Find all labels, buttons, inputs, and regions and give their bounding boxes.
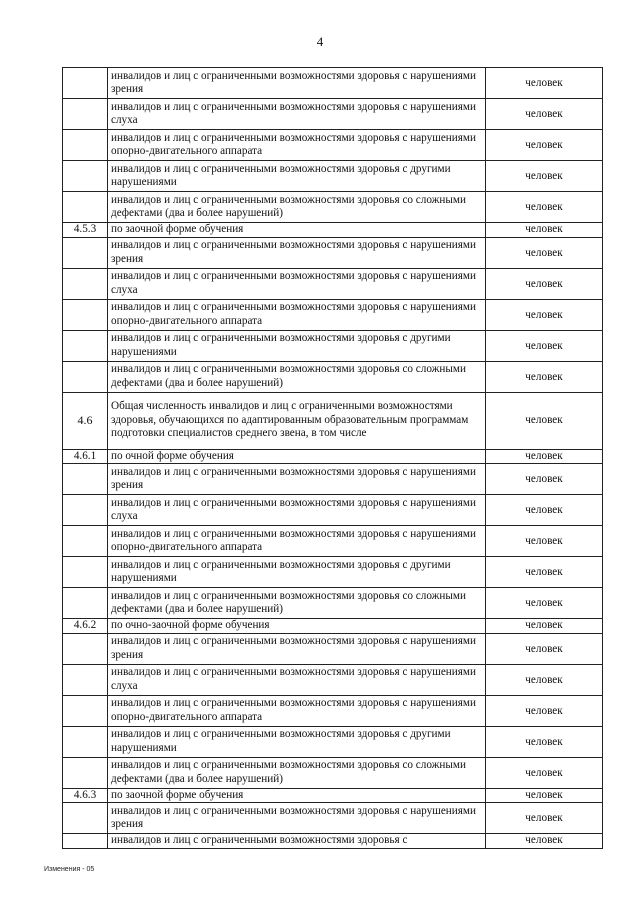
table-row: [63, 361, 603, 392]
table-row: [63, 268, 603, 299]
row-number: 4.6.1: [63, 449, 108, 464]
row-number: [63, 557, 108, 588]
row-number: [63, 464, 108, 495]
row-description: инвалидов и лиц с ограниченными возможностями здоровья с нарушениями слуха: [108, 268, 486, 299]
table-row: [63, 619, 603, 634]
row-unit: человек: [486, 588, 603, 619]
row-unit: человек: [486, 834, 603, 849]
row-description: инвалидов и лиц с ограниченными возможностями здоровья с нарушениями опорно-двигательного аппарата: [108, 299, 486, 330]
table-row: [63, 557, 603, 588]
row-description: по заочной форме обучения: [108, 788, 486, 803]
row-unit: человек: [486, 299, 603, 330]
row-unit: человек: [486, 464, 603, 495]
table-row: [63, 99, 603, 130]
row-description: инвалидов и лиц с ограниченными возможностями здоровья с нарушениями слуха: [108, 495, 486, 526]
table-row: [63, 526, 603, 557]
row-unit: человек: [486, 526, 603, 557]
table-row: [63, 237, 603, 268]
row-unit: человек: [486, 361, 603, 392]
table-row: [63, 130, 603, 161]
row-number: [63, 68, 108, 99]
table-row: [63, 588, 603, 619]
row-description: Общая численность инвалидов и лиц с ограниченными возможностями здоровья, обучающихся по адаптированным образовательным программам подготовки специалистов среднего звена, в том числе: [108, 392, 486, 449]
row-unit: человек: [486, 757, 603, 788]
row-description: инвалидов и лиц с ограниченными возможностями здоровья с нарушениями зрения: [108, 803, 486, 834]
row-description: инвалидов и лиц с ограниченными возможностями здоровья со сложными дефектами (два и более нарушений): [108, 192, 486, 223]
row-unit: человек: [486, 237, 603, 268]
table-row: [63, 299, 603, 330]
row-number: 4.6.2: [63, 619, 108, 634]
table-row: [63, 834, 603, 849]
row-number: [63, 495, 108, 526]
row-unit: человек: [486, 130, 603, 161]
row-unit: человек: [486, 557, 603, 588]
row-description: инвалидов и лиц с ограниченными возможностями здоровья с нарушениями зрения: [108, 464, 486, 495]
row-number: [63, 161, 108, 192]
row-number: 4.6.3: [63, 788, 108, 803]
table-row: [63, 223, 603, 238]
row-description: инвалидов и лиц с ограниченными возможностями здоровья со сложными дефектами (два и более нарушений): [108, 588, 486, 619]
row-unit: человек: [486, 664, 603, 695]
table-row: [63, 803, 603, 834]
row-description: инвалидов и лиц с ограниченными возможностями здоровья с другими нарушениями: [108, 161, 486, 192]
row-unit: человек: [486, 161, 603, 192]
table-row: [63, 464, 603, 495]
row-number: [63, 588, 108, 619]
row-number: [63, 757, 108, 788]
row-description: по очной форме обучения: [108, 449, 486, 464]
row-unit: человек: [486, 330, 603, 361]
table-row: [63, 330, 603, 361]
row-description: инвалидов и лиц с ограниченными возможностями здоровья с нарушениями зрения: [108, 633, 486, 664]
row-description: инвалидов и лиц с ограниченными возможностями здоровья с другими нарушениями: [108, 557, 486, 588]
row-description: инвалидов и лиц с ограниченными возможностями здоровья со сложными дефектами (два и более нарушений): [108, 361, 486, 392]
row-unit: человек: [486, 803, 603, 834]
row-unit: человек: [486, 68, 603, 99]
row-number: [63, 237, 108, 268]
row-unit: человек: [486, 449, 603, 464]
row-number: [63, 330, 108, 361]
row-description: инвалидов и лиц с ограниченными возможностями здоровья с нарушениями опорно-двигательного аппарата: [108, 695, 486, 726]
table-row: [63, 449, 603, 464]
table-row: [63, 757, 603, 788]
row-unit: человек: [486, 726, 603, 757]
row-description: инвалидов и лиц с ограниченными возможностями здоровья с нарушениями опорно-двигательного аппарата: [108, 130, 486, 161]
row-unit: человек: [486, 495, 603, 526]
row-number: [63, 130, 108, 161]
row-unit: человек: [486, 99, 603, 130]
row-number: [63, 361, 108, 392]
row-number: [63, 299, 108, 330]
row-description: инвалидов и лиц с ограниченными возможностями здоровья с: [108, 834, 486, 849]
row-unit: человек: [486, 392, 603, 449]
table-body: [63, 68, 603, 849]
row-number: [63, 526, 108, 557]
row-description: инвалидов и лиц с ограниченными возможностями здоровья с другими нарушениями: [108, 330, 486, 361]
table-row: [63, 192, 603, 223]
row-number: [63, 726, 108, 757]
row-number: [63, 834, 108, 849]
row-unit: человек: [486, 192, 603, 223]
row-description: инвалидов и лиц с ограниченными возможностями здоровья со сложными дефектами (два и более нарушений): [108, 757, 486, 788]
table-row: [63, 664, 603, 695]
row-description: инвалидов и лиц с ограниченными возможностями здоровья с нарушениями опорно-двигательного аппарата: [108, 526, 486, 557]
row-description: инвалидов и лиц с ограниченными возможностями здоровья с другими нарушениями: [108, 726, 486, 757]
row-description: инвалидов и лиц с ограниченными возможностями здоровья с нарушениями зрения: [108, 68, 486, 99]
row-number: [63, 268, 108, 299]
row-number: [63, 633, 108, 664]
row-number: [63, 803, 108, 834]
row-description: инвалидов и лиц с ограниченными возможностями здоровья с нарушениями зрения: [108, 237, 486, 268]
table-row: [63, 392, 603, 449]
table-row: [63, 495, 603, 526]
row-description: по заочной форме обучения: [108, 223, 486, 238]
page-number: 4: [316, 34, 324, 49]
row-unit: человек: [486, 619, 603, 634]
table-row: [63, 633, 603, 664]
row-unit: человек: [486, 695, 603, 726]
row-unit: человек: [486, 788, 603, 803]
row-number: [63, 192, 108, 223]
row-number: [63, 99, 108, 130]
row-number: 4.5.3: [63, 223, 108, 238]
row-number: [63, 664, 108, 695]
table-row: [63, 695, 603, 726]
row-description: инвалидов и лиц с ограниченными возможностями здоровья с нарушениями слуха: [108, 664, 486, 695]
indicators-table: [62, 67, 603, 849]
row-unit: человек: [486, 268, 603, 299]
row-unit: человек: [486, 223, 603, 238]
row-number: 4.6: [63, 392, 108, 449]
table-row: [63, 788, 603, 803]
row-description: по очно-заочной форме обучения: [108, 619, 486, 634]
table-row: [63, 68, 603, 99]
row-description: инвалидов и лиц с ограниченными возможностями здоровья с нарушениями слуха: [108, 99, 486, 130]
row-unit: человек: [486, 633, 603, 664]
row-number: [63, 695, 108, 726]
footer-note: Изменения - 05: [44, 866, 95, 873]
table-row: [63, 726, 603, 757]
table-row: [63, 161, 603, 192]
